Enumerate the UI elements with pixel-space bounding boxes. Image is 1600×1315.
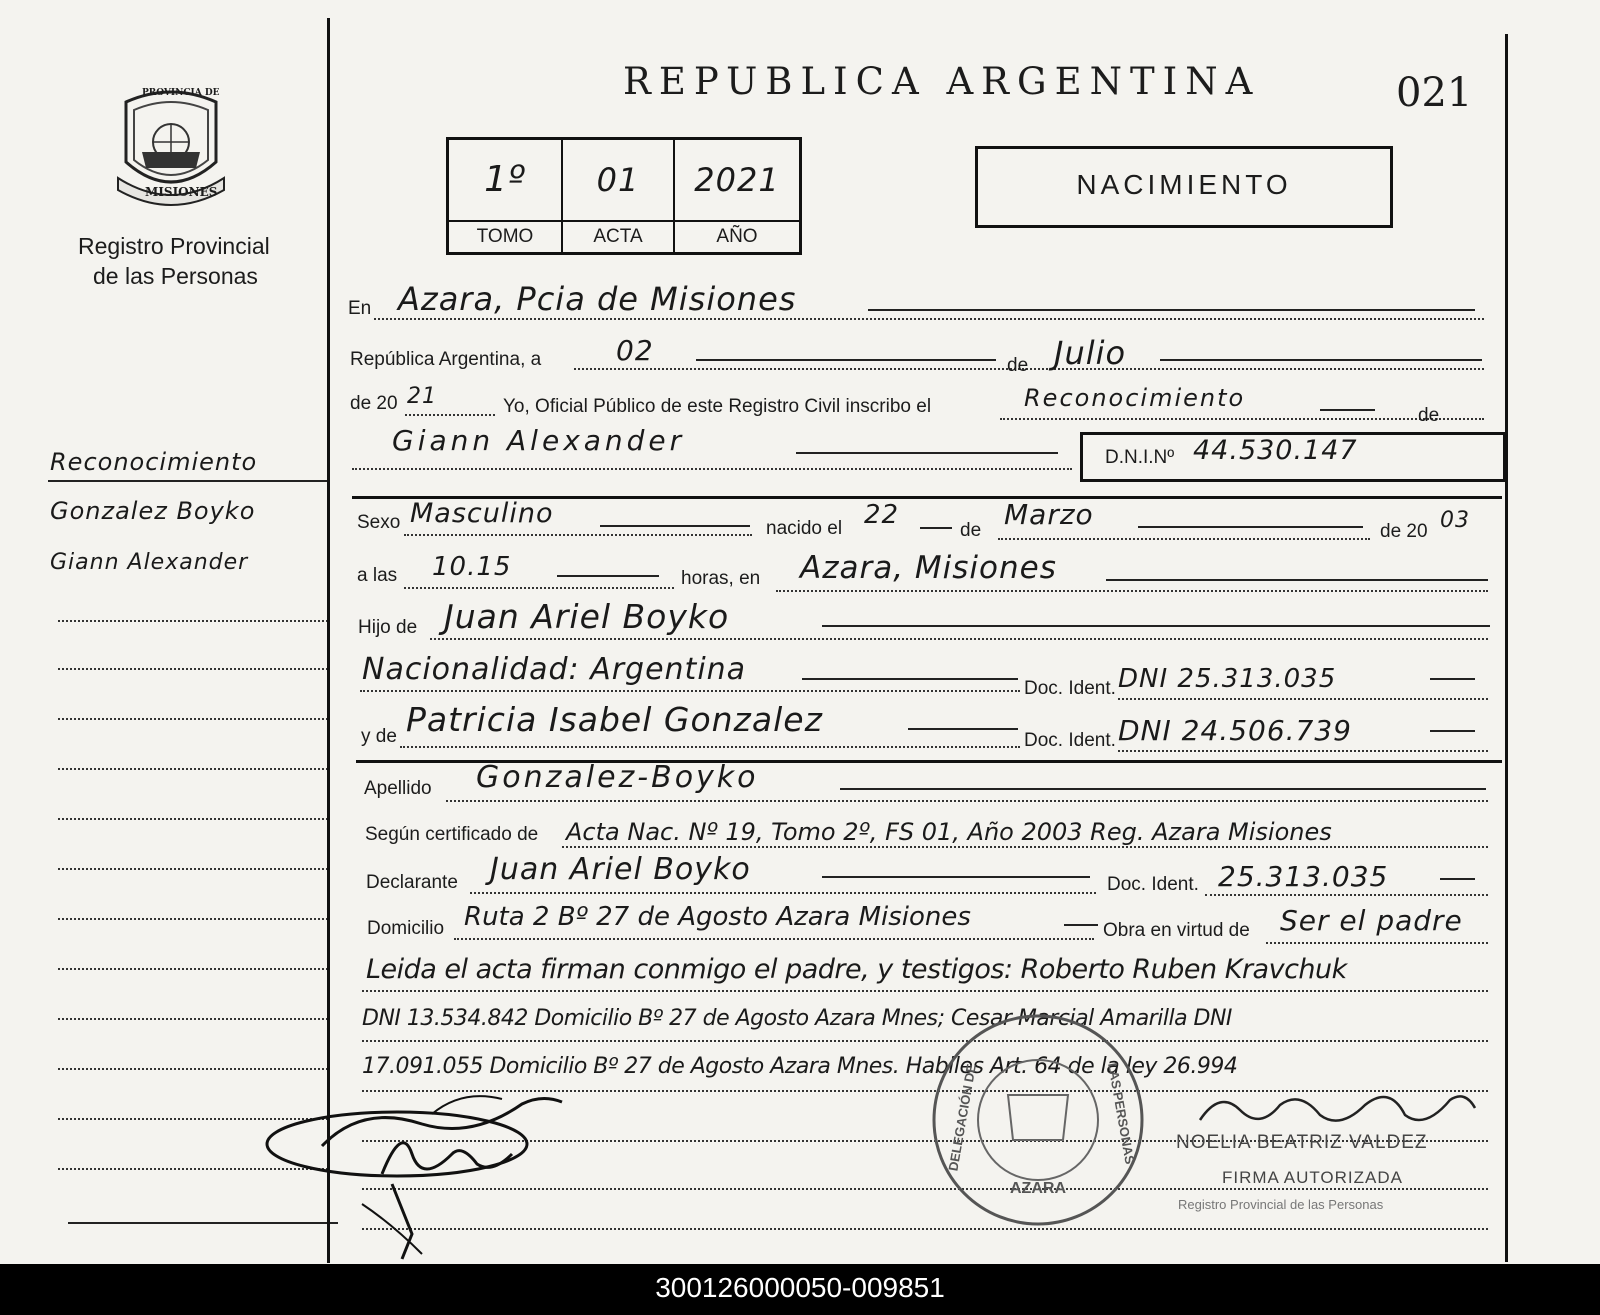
birth-month: Marzo: [1004, 498, 1094, 531]
margin-note-line1: Reconocimiento: [50, 448, 258, 476]
father-doc: DNI 25.313.035: [1118, 664, 1337, 694]
notes-line3: 17.091.055 Domicilio Bº 27 de Agosto Azara Mnes. Habiles Art. 64 de la ley 26.994: [362, 1054, 1238, 1079]
place-value: Azara, Misiones: [800, 550, 1057, 586]
en-label: En: [348, 298, 372, 319]
segun-value: Acta Nac. Nº 19, Tomo 2º, FS 01, Año 2003 Reg. Azara Misiones: [566, 818, 1332, 846]
obra-label: Obra en virtud de: [1103, 920, 1250, 941]
notes-line2: DNI 13.534.842 Domicilio Bº 27 de Agosto Azara Mnes; Cesar Marcial Amarilla DNI: [362, 1006, 1232, 1031]
obra-value: Ser el padre: [1280, 904, 1463, 937]
notes-line1: Leida el acta firman conmigo el padre, y testigos: Roberto Ruben Kravchuk: [366, 954, 1347, 985]
page-title: REPUBLICA ARGENTINA: [623, 60, 1261, 103]
seal-top-text: PROVINCIA DE: [142, 88, 220, 98]
registry-name-line1: Registro Provincial: [78, 233, 270, 259]
yde-label: y de: [361, 726, 397, 747]
name-value: Giann Alexander: [392, 424, 686, 457]
record-box: [446, 137, 802, 255]
dni-value: 44.530.147: [1193, 435, 1358, 466]
dni-label: D.N.I.Nº: [1105, 447, 1175, 468]
act-value: Reconocimiento: [1024, 384, 1246, 412]
apellido-value: Gonzalez-Boyko: [476, 760, 759, 795]
acta-label: ACTA: [563, 222, 675, 254]
stamp-text-left: DELEGACIÓN DE: [945, 1062, 979, 1173]
seal-bottom-text: MISIONES: [145, 185, 218, 199]
year-value: 21: [407, 384, 437, 409]
margin-note-line3: Giann Alexander: [50, 550, 249, 575]
alas-label: a las: [357, 565, 398, 586]
mother-value: Patricia Isabel Gonzalez: [406, 700, 823, 739]
father-nationality: Nacionalidad: Argentina: [362, 652, 747, 687]
column-divider: [327, 18, 330, 1263]
tomo-value: 1º: [449, 140, 563, 220]
de-label3: de: [960, 520, 982, 541]
de-label: de: [1007, 355, 1029, 376]
officer-org: Registro Provincial de las Personas: [1178, 1197, 1384, 1212]
hour-value: 10.15: [432, 552, 512, 582]
doc-ident-label2: Doc. Ident.: [1024, 730, 1116, 751]
officer-name: NOELIA BEATRIZ VALDEZ: [1176, 1132, 1428, 1153]
de20-label2: de 20: [1380, 521, 1428, 542]
provincial-seal: [112, 82, 230, 212]
month-value: Julio: [1054, 334, 1127, 372]
hijo-label: Hijo de: [358, 617, 418, 638]
sexo-label: Sexo: [357, 512, 401, 533]
birth-day: 22: [864, 500, 900, 530]
father-value: Juan Ariel Boyko: [444, 597, 730, 636]
stamp-text-right: LAS PERSONAS: [1104, 1061, 1138, 1166]
horas-label: horas, en: [681, 568, 761, 589]
de-label2: de: [1418, 405, 1440, 426]
tomo-label: TOMO: [449, 222, 563, 254]
declarante-label: Declarante: [366, 872, 458, 893]
declarante-doc: 25.313.035: [1218, 860, 1389, 893]
doc-ident-label3: Doc. Ident.: [1107, 874, 1199, 895]
footer-bar: [0, 1264, 1600, 1315]
barcode-number: 300126000050-009851: [655, 1272, 945, 1303]
anio-label: AÑO: [716, 226, 758, 247]
segun-label: Según certificado de: [365, 824, 539, 845]
officer-signature: [1190, 1080, 1480, 1140]
margin-note-line2: Gonzalez Boyko: [50, 497, 256, 525]
birth-year: 03: [1440, 508, 1470, 533]
doc-type-box: [975, 146, 1393, 228]
domicilio-value: Ruta 2 Bº 27 de Agosto Azara Misiones: [464, 902, 971, 932]
yo-label: Yo, Oficial Público de este Registro Civil inscribo el: [503, 396, 932, 417]
republica-label: República Argentina, a: [350, 349, 542, 370]
mother-doc: DNI 24.506.739: [1118, 714, 1352, 747]
declarante-value: Juan Ariel Boyko: [490, 852, 751, 887]
official-stamp: [928, 1010, 1148, 1230]
officer-title: FIRMA AUTORIZADA: [1222, 1168, 1403, 1187]
de20-label: de 20: [350, 393, 398, 414]
day-value: 02: [616, 334, 654, 367]
anio-value: 2021: [694, 161, 780, 199]
declarant-signature: [262, 1084, 592, 1262]
margin-rule: [48, 480, 328, 482]
nacido-label: nacido el: [766, 518, 843, 539]
en-value: Azara, Pcia de Misiones: [398, 280, 797, 318]
apellido-label: Apellido: [364, 778, 432, 799]
doc-ident-label: Doc. Ident.: [1024, 678, 1116, 699]
acta-value: 01: [563, 140, 675, 220]
domicilio-label: Domicilio: [367, 918, 445, 939]
sexo-value: Masculino: [410, 498, 554, 529]
doc-type-label: NACIMIENTO: [1076, 169, 1292, 200]
page-number: 021: [1396, 70, 1473, 116]
stamp-text-bottom: AZARA: [1010, 1180, 1066, 1197]
right-border: [1505, 34, 1508, 1262]
dni-box: [1080, 432, 1506, 482]
registry-name-line2: de las Personas: [93, 263, 258, 289]
